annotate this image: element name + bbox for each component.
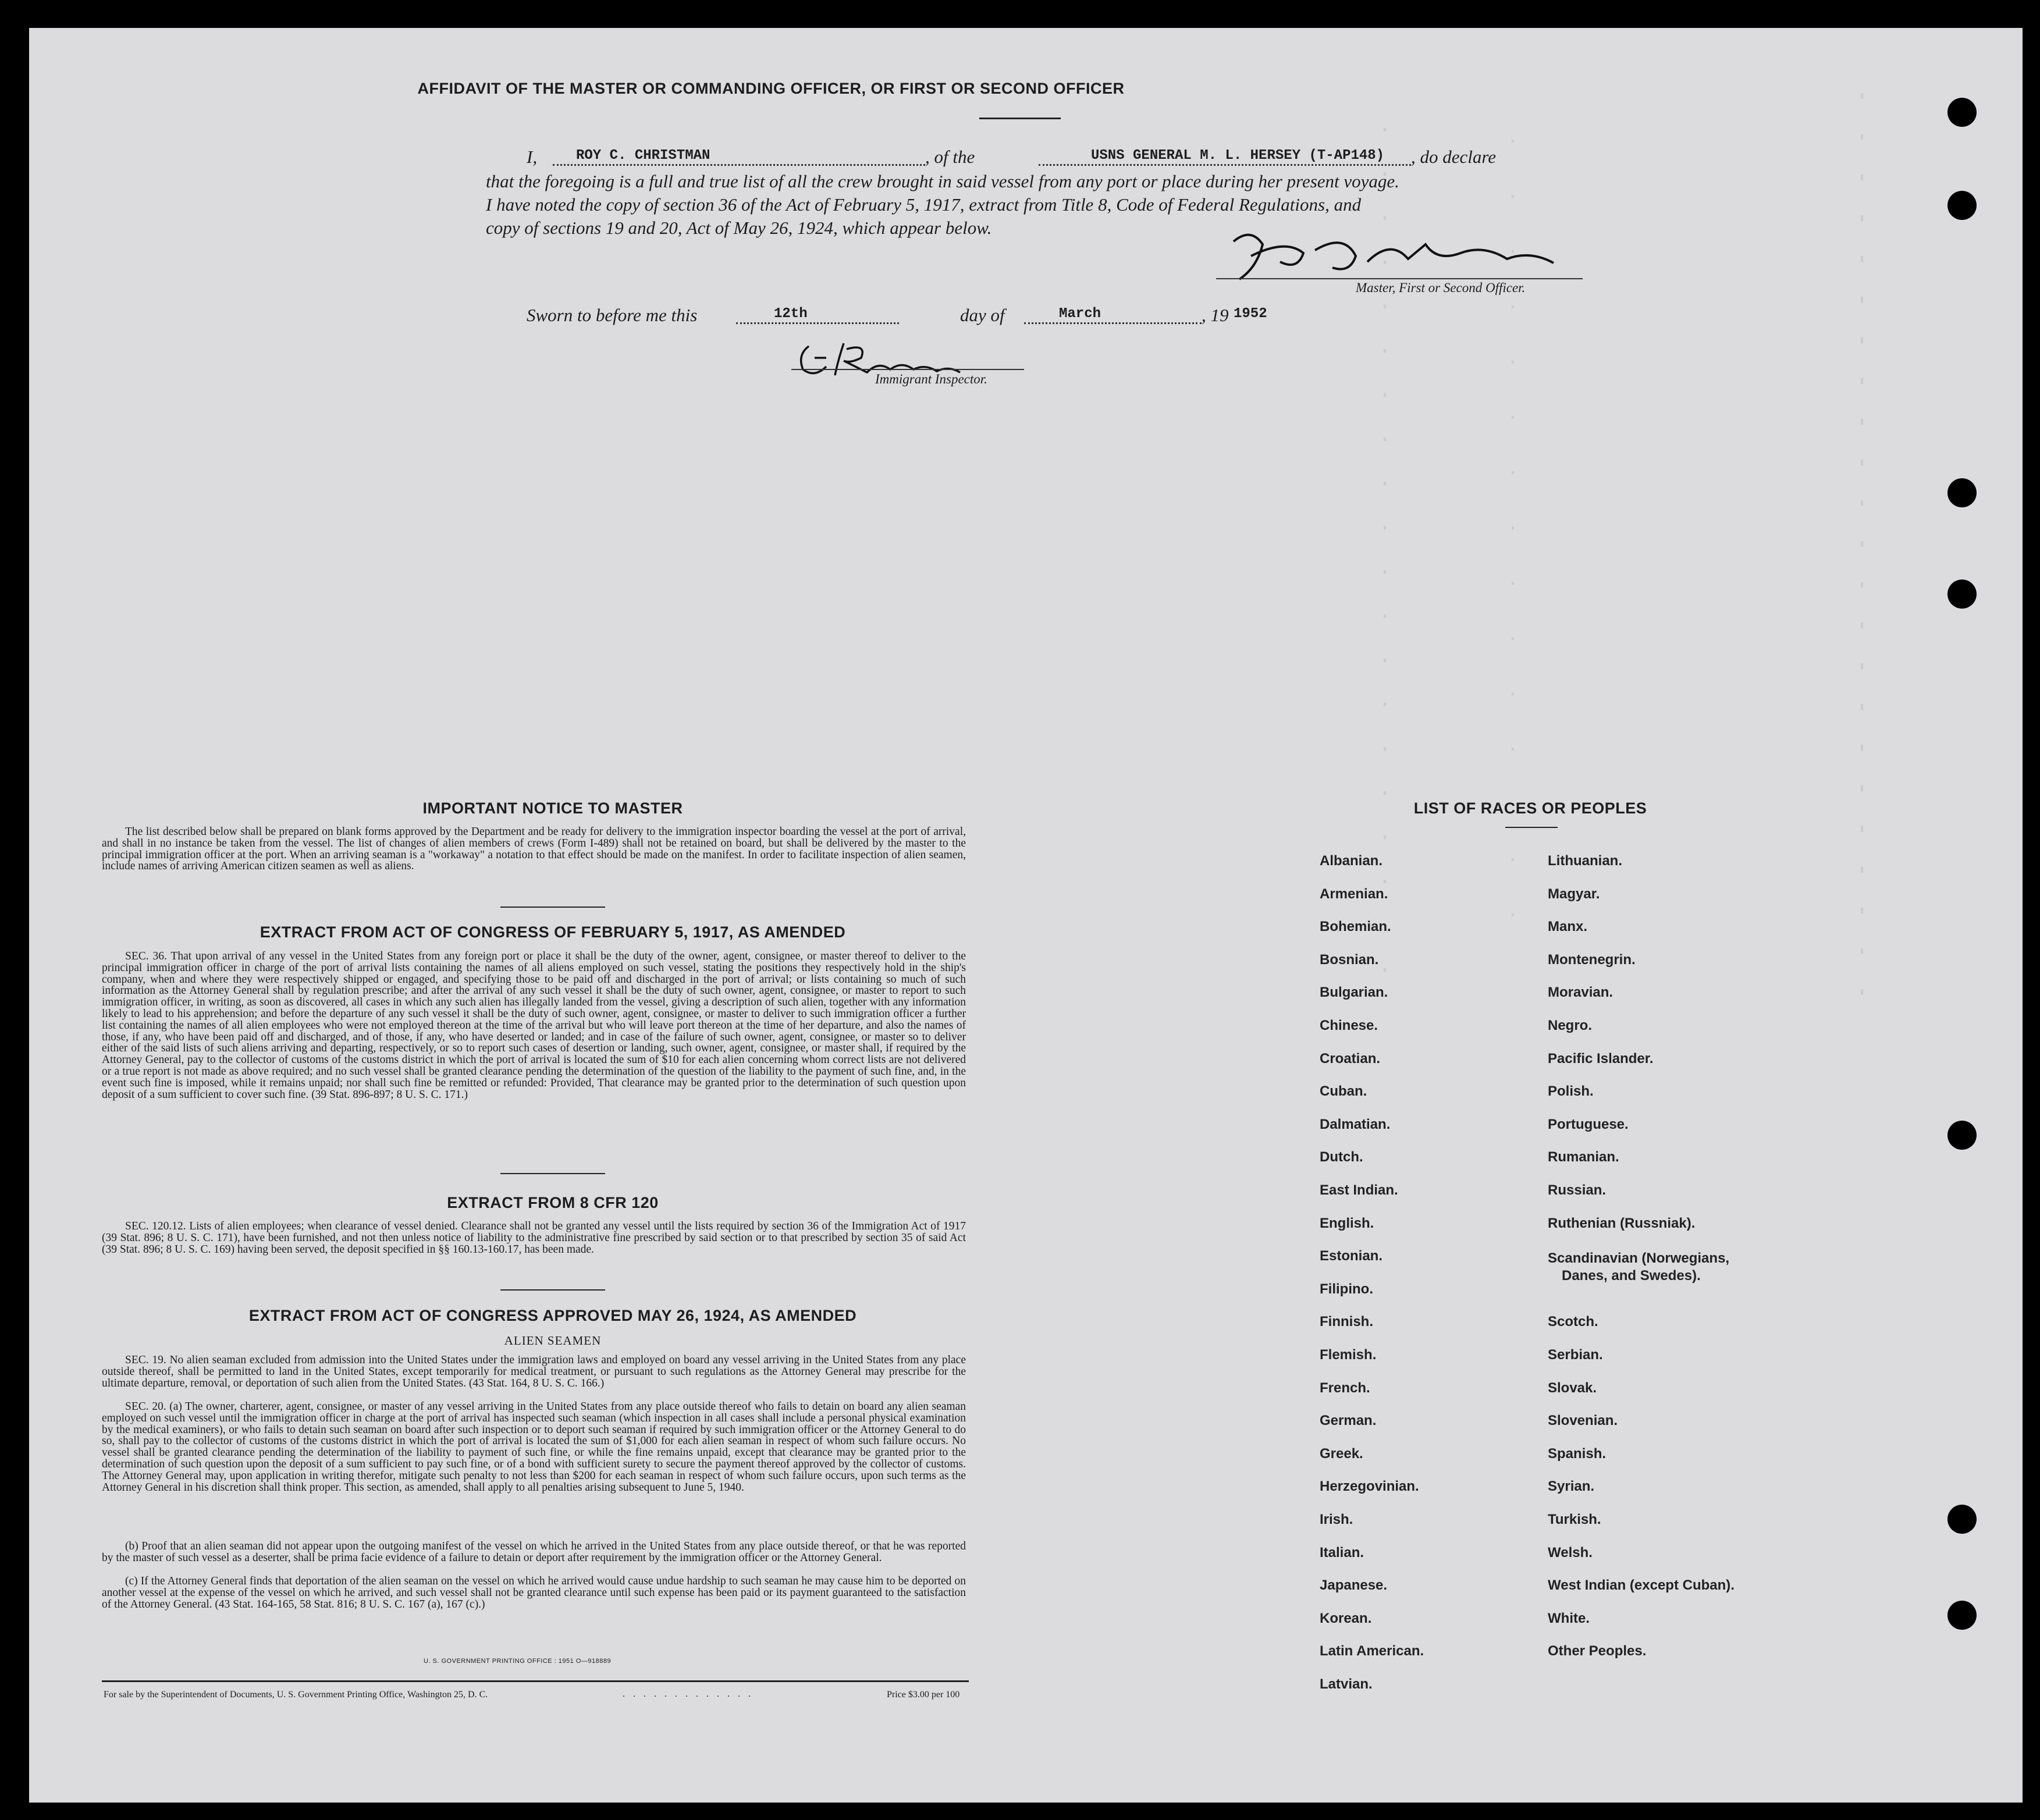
affidavit-line-4: copy of sections 19 and 20, Act of May 26, 1924, which appear below. (486, 218, 992, 238)
race-item: Estonian. (1320, 1248, 1383, 1264)
affidavit-title: AFFIDAVIT OF THE MASTER OR COMMANDING OFFICER, OR FIRST OR SECOND OFFICER (417, 80, 1125, 97)
race-item: Manx. (1548, 919, 1588, 935)
punch-hole (1947, 580, 1977, 609)
race-item: Italian. (1320, 1544, 1364, 1560)
title-divider (979, 118, 1061, 119)
do-declare-label: , do declare (1411, 147, 1497, 167)
punch-hole (1947, 191, 1977, 220)
race-item: Scandinavian (Norwegians, (1548, 1250, 1730, 1267)
race-item: Ruthenian (Russniak). (1548, 1215, 1696, 1231)
extract-1924-sec19: SEC. 19. No alien seaman excluded from admission into the United States under the immigration laws and employed on board any vessel arriving in the United States from any place outside thereof, shall be permitted to land in the United States, except temporarily for medical treatment, or pursuant to such regulations as the Attorney General may prescribe for the ultimate departure, removal, or deportation of such alien from the United States. (43 Stat. 164, 8 U. S. C. 166.) (102, 1354, 966, 1389)
sale-dots: ............. (623, 1689, 759, 1699)
race-item: Slovak. (1548, 1380, 1597, 1396)
punch-hole (1947, 1505, 1977, 1534)
gpo-imprint: U. S. GOVERNMENT PRINTING OFFICE : 1951 O—918889 (424, 1658, 612, 1665)
race-item: Latvian. (1320, 1676, 1373, 1692)
race-item: English. (1320, 1215, 1374, 1231)
sale-note: For sale by the Superintendent of Documents, U. S. Government Printing Office, Washington 25, D. C. (104, 1690, 488, 1700)
day-field[interactable]: 12th (774, 306, 808, 322)
vessel-name-line (1039, 164, 1411, 166)
sworn-label: Sworn to before me this (527, 305, 698, 325)
race-item: Bosnian. (1320, 951, 1379, 968)
punch-hole (1947, 1601, 1977, 1630)
notice-body: The list described below shall be prepared on blank forms approved by the Department and be ready for delivery to the immigration inspector boarding the vessel at the port of arrival, and shall in no instance be taken from the vessel. The list of changes of alien members of crews (Form I-489) shall not be retained on board, but shall be delivered by the master to the principal immigration officer at the port. When an arriving seaman is a "workaway" a notation to that effect should be made on the manifest. In order to facilitate inspection of alien seamen, include names of arriving American citizen seamen as well as aliens. (102, 826, 966, 873)
i-label: I, (527, 147, 538, 167)
race-item: East Indian. (1320, 1182, 1398, 1198)
race-item: Dutch. (1320, 1149, 1363, 1165)
race-item: Welsh. (1548, 1544, 1593, 1560)
races-title: LIST OF RACES OR PEOPLES (1413, 799, 1647, 817)
race-item: Danes, and Swedes). (1562, 1268, 1701, 1284)
race-item: West Indian (except Cuban). (1548, 1577, 1735, 1594)
race-item: Korean. (1320, 1610, 1372, 1626)
race-item: Pacific Islander. (1548, 1050, 1654, 1067)
extract-1924-sec20b: (b) Proof that an alien seaman did not appear upon the outgoing manifest of the vessel on which he arrived in the United States from any place outside thereof, or that he was reported by the master of such vessel as a deserter, shall be prima facie evidence of a failure to detain or deport after requirement by the immigration officer or the Attorney General. (102, 1540, 966, 1564)
vessel-name-field[interactable]: USNS GENERAL M. L. HERSEY (T-AP148) (1091, 148, 1385, 163)
extract-1924-sec20c: (c) If the Attorney General finds that deportation of the alien seaman on the vessel on which he arrived would cause undue hardship to such seaman he may cause him to be deported on another vessel at the expense of the vessel on which he arrived, and such vessel shall not be granted clearance until such expense has been paid or its payment guaranteed to the satisfaction of the Attorney General. (43 Stat. 164-165, 58 Stat. 816; 8 U. S. C. 167 (a), 167 (c).) (102, 1575, 966, 1611)
race-item: Polish. (1548, 1083, 1594, 1100)
race-item: Chinese. (1320, 1018, 1378, 1033)
races-divider (1505, 827, 1558, 828)
master-name-line (553, 164, 925, 166)
race-item: Turkish. (1548, 1512, 1601, 1527)
race-item: Other Peoples. (1548, 1643, 1647, 1659)
race-item: Greek. (1320, 1445, 1363, 1462)
notice-title: IMPORTANT NOTICE TO MASTER (422, 799, 683, 817)
year-prefix: , 19 (1202, 305, 1229, 325)
race-item: Filipino. (1320, 1281, 1373, 1297)
race-item: Magyar. (1548, 886, 1600, 902)
race-item: Dalmatian. (1320, 1116, 1391, 1132)
punch-hole (1947, 98, 1977, 127)
month-field[interactable]: March (1059, 306, 1101, 322)
inspector-caption: Immigrant Inspector. (875, 372, 987, 386)
race-item: Portuguese. (1548, 1116, 1629, 1132)
inspector-signature-line (791, 369, 1024, 370)
race-item: Syrian. (1548, 1478, 1595, 1495)
race-item: Japanese. (1320, 1577, 1388, 1594)
race-item: Montenegrin. (1548, 951, 1636, 968)
extract-1924-title: EXTRACT FROM ACT OF CONGRESS APPROVED MAY 26, 1924, AS AMENDED (248, 1307, 857, 1324)
race-item: Moravian. (1548, 984, 1613, 1001)
bleed-through-marks (1338, 58, 1949, 1047)
race-item: Russian. (1548, 1182, 1607, 1198)
day-line (736, 322, 899, 324)
extract-1917-body: SEC. 36. That upon arrival of any vessel in the United States from any foreign port or place it shall be the duty of the owner, agent, consignee, or master thereof to deliver to the principal immigration officer in charge of the port of arrival lists containing the names of all aliens employed on such vessel, stating the positions they respectively hold in the ship's company, when and where they were respectively shipped or engaged, and specifying those to be paid off and discharged in the port of arrival; or lists containing so much of such information as the Attorney General shall by regulation prescribe; and after the arrival of any such vessel it shall be the duty of such owner, agent, consignee, or master to report to such immigration officer, in writing, as soon as discovered, all cases in which any such alien has illegally landed from the vessel, giving a description of such alien, together with any information likely to lead to his apprehension; and before the departure of any such vessel it shall be the duty of such owner, agent, consignee, or master to deliver to such immigration officer a further list containing the names of all alien employees who were not employed thereon at the time of the arrival but who will leave port thereon at the time of her departure, and also the names of those, if any, who have been paid off and discharged, and of those, if any, who have deserted or landed; and in case of the failure of such owner, agent, consignee, or master so to deliver either of the said lists of such aliens arriving and departing, respectively, or so to report such cases of desertion or landing, such owner, agent, consignee, or master shall, if required by the Attorney General, pay to the collector of customs of the customs district in which the port of arrival is located the sum of $10 for each alien concerning whom correct lists are not delivered or a true report is not made as above required; and no such vessel shall be granted clearance pending the determination of the question of the liability to the payment of such fine, and, in the event such fine is imposed, while it remains unpaid; nor shall such fine be remitted or refunded: Provided, That clearance may be granted prior to the determination of such question upon deposit of a sum sufficient to cover such fine. (39 Stat. 896-897; 8 U. S. C. 171.) (102, 950, 966, 1101)
race-item: Spanish. (1548, 1445, 1607, 1462)
race-item: White. (1548, 1610, 1590, 1626)
master-name-field[interactable]: ROY C. CHRISTMAN (576, 148, 710, 163)
punch-hole (1947, 478, 1977, 507)
race-item: Bohemian. (1320, 919, 1391, 935)
race-item: Herzegovinian. (1320, 1478, 1419, 1495)
extract-1924-subtitle: ALIEN SEAMEN (504, 1334, 602, 1348)
race-item: Rumanian. (1548, 1149, 1619, 1165)
price-note: Price $3.00 per 100 (887, 1690, 960, 1700)
master-caption: Master, First or Second Officer. (1356, 280, 1526, 295)
race-item: German. (1320, 1413, 1377, 1429)
master-signature-line (1216, 278, 1583, 279)
punch-hole (1947, 1121, 1977, 1150)
race-item: Lithuanian. (1548, 853, 1622, 869)
affidavit-line-3: I have noted the copy of section 36 of the Act of February 5, 1917, extract from Title 8, Code of Federal Regulations, and (486, 194, 1362, 215)
race-item: Flemish. (1320, 1347, 1377, 1363)
month-line (1024, 322, 1202, 324)
race-item: Latin American. (1320, 1643, 1424, 1659)
race-item: Croatian. (1320, 1050, 1381, 1067)
race-item: Irish. (1320, 1512, 1353, 1527)
race-item: French. (1320, 1380, 1370, 1396)
divider (500, 1173, 605, 1174)
race-item: Negro. (1548, 1018, 1593, 1033)
of-the-label: , of the (925, 147, 975, 167)
extract-cfr-title: EXTRACT FROM 8 CFR 120 (447, 1194, 659, 1211)
affidavit-line-2: that the foregoing is a full and true list of all the crew brought in said vessel from any port or place during her present voyage. (486, 171, 1399, 191)
race-item: Serbian. (1548, 1347, 1603, 1363)
race-item: Albanian. (1320, 853, 1383, 869)
sworn-line (527, 305, 1341, 328)
race-item: Armenian. (1320, 886, 1388, 902)
race-item: Finnish. (1320, 1314, 1373, 1330)
footer-rule (102, 1680, 969, 1682)
day-of-label: day of (960, 305, 1005, 325)
year-field[interactable]: 1952 (1234, 306, 1267, 322)
extract-cfr-body: SEC. 120.12. Lists of alien employees; when clearance of vessel denied. Clearance shall not be granted any vessel until the lists required by section 36 of the Immigration Act of 1917 (39 Stat. 896; 8 U. S. C. 171), have been furnished, and not then unless notice of liability to the administrative fine prescribed by said section or to that prescribed by section 35 of said Act (39 Stat. 896; 8 U. S. C. 169) having been served, the deposit specified in §§ 160.13-160.17, has been made. (102, 1220, 966, 1256)
divider (500, 1289, 605, 1291)
divider (500, 907, 605, 908)
extract-1924-sec20a: SEC. 20. (a) The owner, charterer, agent, consignee, or master of any vessel arriving in the United States from any place outside thereof who fails to detain on board any alien seaman employed on such vessel until the immigration officer in charge at the port of arrival has inspected such seaman (which inspection in all cases shall include a personal physical examination by the medical examiners), or who fails to detain such seaman on board after such inspection or to deport such seaman if required by such immigration officer or the Attorney General to do so, shall pay to the collector of customs of the customs district in which the port of arrival is located the sum of $1,000 for each alien seaman in respect of whom such failure occurs. No vessel shall be granted clearance pending the determination of the liability to payment of such fine, or while the fine remains unpaid, except that clearance may be granted prior to the determination of such question upon the deposit of a sum sufficient to pay such fine, or of a bond with sufficient surety to secure the payment thereof approved by the collector of customs. The Attorney General may, upon application in writing therefor, mitigate such penalty to not less than $200 for each seaman in respect of whom such failure occurs, upon such terms as the Attorney General in his discretion shall think proper. This section, as amended, shall apply to all penalties arising subsequent to June 5, 1940. (102, 1400, 966, 1494)
extract-1917-title: EXTRACT FROM ACT OF CONGRESS OF FEBRUARY 5, 1917, AS AMENDED (260, 923, 846, 941)
race-item: Scotch. (1548, 1314, 1598, 1330)
affidavit-line-1 (527, 147, 1597, 168)
race-item: Bulgarian. (1320, 984, 1388, 1001)
race-item: Slovenian. (1548, 1413, 1618, 1429)
race-item: Cuban. (1320, 1083, 1367, 1100)
